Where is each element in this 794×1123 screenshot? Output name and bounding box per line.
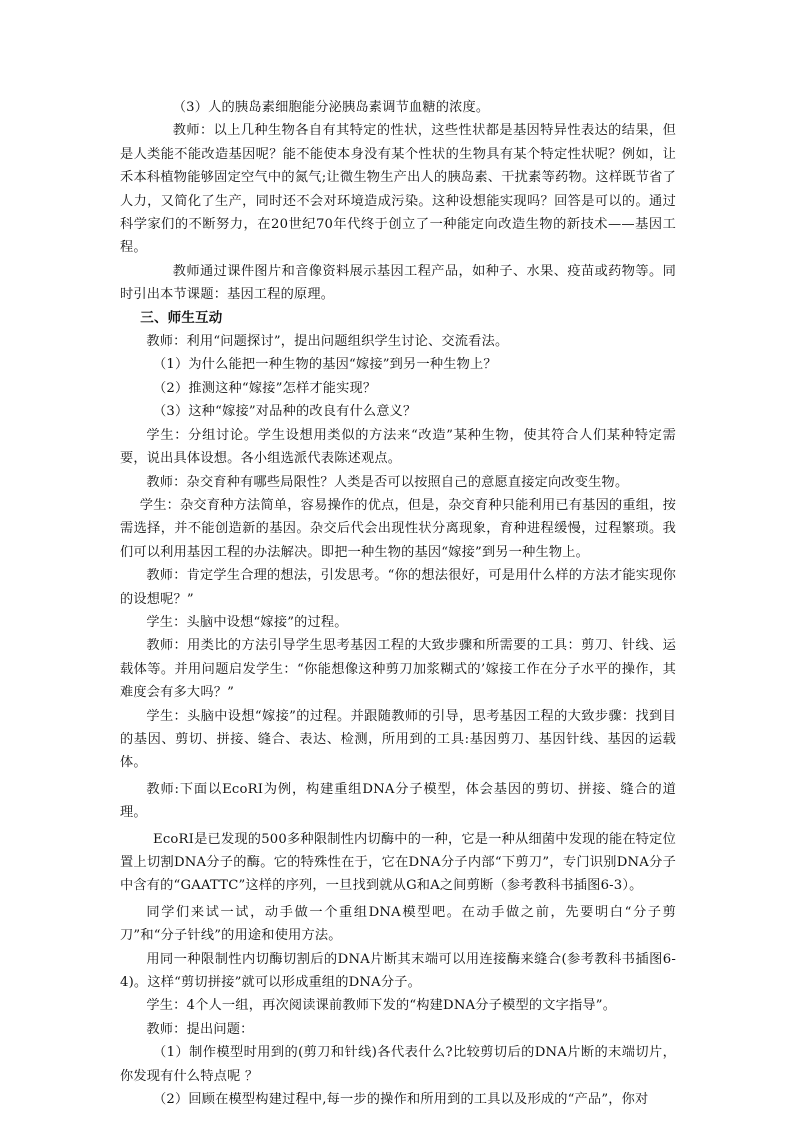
paragraph: 教师：杂交育种有哪些局限性？人类是否可以按照自己的意愿直接定向改变生物。	[146, 474, 629, 490]
paragraph: 学生：头脑中设想“嫁接”的过程。	[146, 614, 348, 630]
paragraph: EcoRI是已发现的500多种限制性内切酶中的一种，它是一种从细菌中发现的能在特定位置上切割DNA分子的酶。它的特殊性在于，它在DNA分子内部“下剪刀”，专门识别DNA分子中含有的“GAATTC”这样的序列，一旦找到就从G和A之间剪断（参考教科书插图6-3）。	[120, 831, 676, 894]
paragraph: （3）人的胰岛素细胞能分泌胰岛素调节血糖的浓度。	[172, 100, 490, 115]
paragraph: 学生：杂交育种方法简单，容易操作的优点，但是，杂交育种只能利用已有基因的重组，按需选择，并不能创造新的基因。杂交后代会出现性状分离现象，育种进程缓慢，过程繁琐。我们可以利用基因工程的办法解决。即把一种生物的基因“嫁接”到另一种生物上。	[120, 497, 676, 560]
paragraph: 教师通过课件图片和音像资料展示基因工程产品，如种子、水果、疫苗或药物等。同时引出本节课题：基因工程的原理。	[120, 263, 676, 303]
paragraph: 学生：分组讨论。学生设想用类似的方法来“改造”某种生物，使其符合人们某种特定需要，说出具体设想。各小组选派代表陈述观点。	[120, 427, 676, 467]
question-item: （2）推测这种“嫁接”怎样才能实现？	[153, 380, 377, 396]
paragraph: 教师：以上几种生物各自有其特定的性状，这些性状都是基因特异性表达的结果，但是人类能不能改造基因呢？能不能使本身没有某个性状的生物具有某个特定性状呢？例如，让禾本科植物能够固定空气中的氮气;让微生物生产出人的胰岛素、干扰素等药物。这样既节省了人力，又简化了生产，同时还不会对环境造成污染。这种设想能实现吗？回答是可以的。通过科学家们的不断努力，在20世纪70年代终于创立了一种能定向改造生物的新技术——基因工程。	[120, 123, 676, 256]
section-heading: 三、师生互动	[140, 309, 223, 326]
paragraph: 同学们来试一试，动手做一个重组DNA模型吧。在动手做之前，先要明白“分子剪刀”和“分子针线”的用途和使用方法。	[120, 904, 676, 944]
question-item: （1）为什么能把一种生物的基因“嫁接”到另一种生物上？	[153, 357, 497, 373]
question-item: （3）这种“嫁接”对品种的改良有什么意义？	[153, 404, 417, 420]
document-page	[120, 96, 676, 1111]
paragraph: 教师：提出问题：	[146, 1021, 254, 1037]
question-item: （1）制作模型时用到的(剪刀和针线)各代表什么?比较剪切后的DNA片断的末端切片，你发现有什么特点呢 ？	[120, 1045, 676, 1084]
paragraph: 教师：用类比的方法引导学生思考基因工程的大致步骤和所需要的工具：剪刀、针线、运载体等。并用问题启发学生：“你能想像这种剪刀加浆糊式的’嫁接工作在分子水平的操作，其难度会有多大吗？”	[120, 638, 676, 701]
paragraph: 用同一种限制性内切酶切割后的DNA片断其末端可以用连接酶来缝合(参考教科书插图6-4)。这样“剪切拼接”就可以形成重组的DNA分子。	[120, 951, 676, 991]
paragraph: 学生：头脑中设想“嫁接”的过程。并跟随教师的引导，思考基因工程的大致步骤：找到目的基因、剪切、拼接、缝合、表达、检测，所用到的工具:基因剪刀、基因针线、基因的运载体。	[120, 708, 676, 771]
paragraph: 教师：利用“问题探讨”，提出问题组织学生讨论、交流看法。	[146, 334, 509, 350]
paragraph: 教师：肯定学生合理的想法，引发思考。“你的想法很好，可是用什么样的方法才能实现你的设想呢？”	[120, 568, 676, 607]
paragraph: 学生：4个人一组，再次阅读课前教师下发的“构建DNA分子模型的文字指导”。	[146, 998, 617, 1014]
paragraph: 教师:下面以EcoRI为例，构建重组DNA分子模型，体会基因的剪切、拼接、缝合的道理。	[120, 781, 676, 821]
question-item: （2）回顾在模型构建过程中,每一步的操作和所用到的工具以及形成的“产品”，你对	[153, 1092, 649, 1108]
